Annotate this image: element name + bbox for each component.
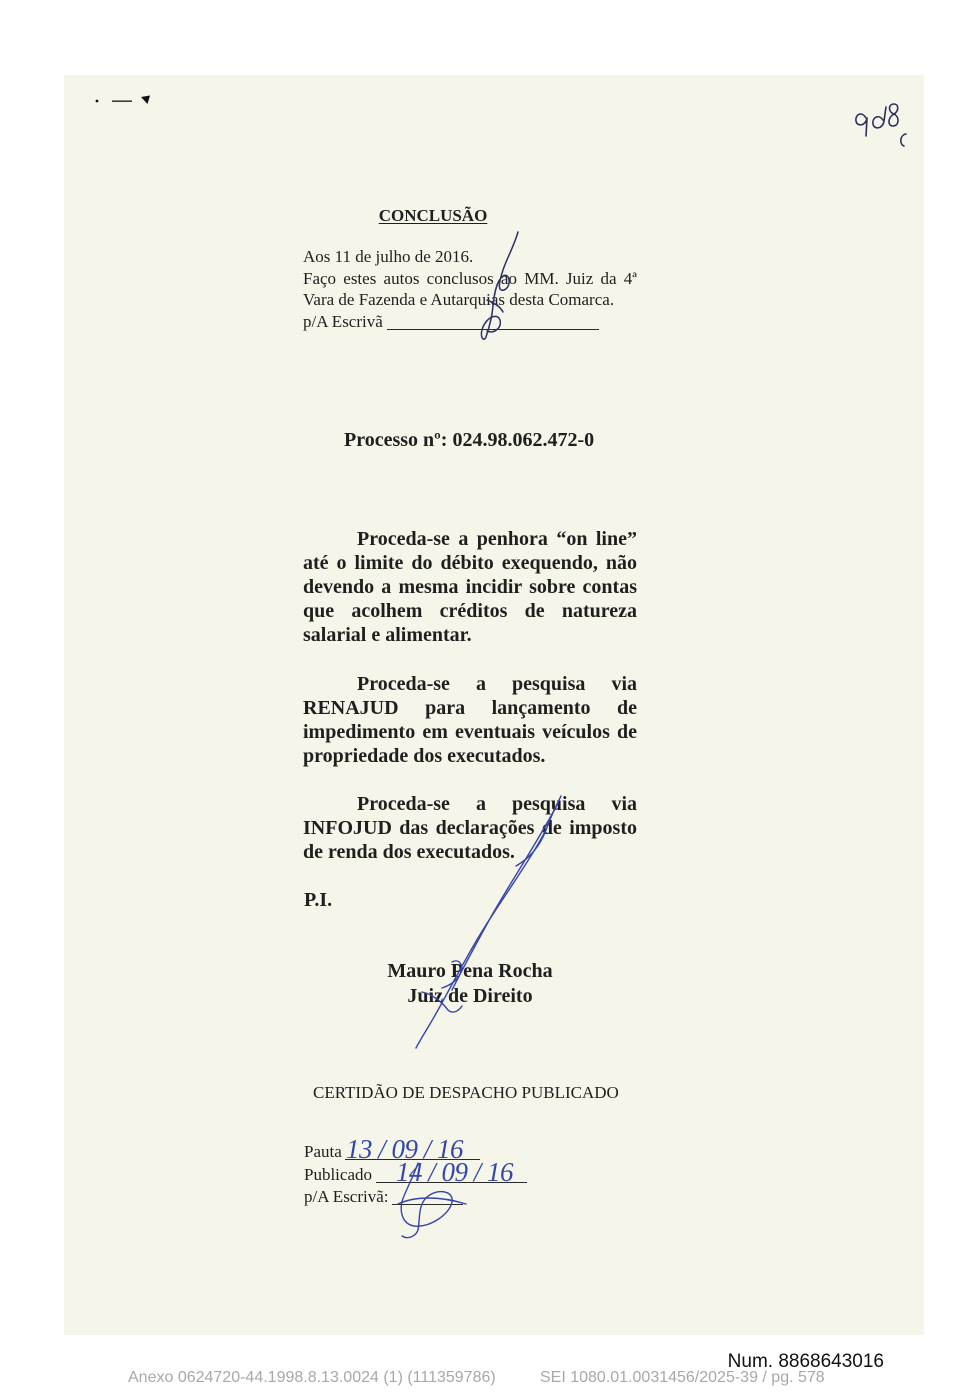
conclusao-line-3: Vara de Fazenda e Autarquias desta Comarca.: [303, 290, 615, 309]
conclusao-heading: [333, 205, 533, 226]
paragraph-line: Proceda-se a pesquisa via: [357, 673, 637, 695]
paragraph-line: até o limite do débito exequendo, não: [303, 552, 637, 574]
certidao-escriva-rule: [392, 1204, 463, 1205]
paragraph-line: Proceda-se a pesquisa via: [357, 793, 637, 815]
paragraph-line: que acolhem créditos de natureza: [303, 600, 637, 622]
certidao-title: CERTIDÃO DE DESPACHO PUBLICADO: [313, 1083, 619, 1102]
certidao-escriva-line: [304, 1186, 527, 1209]
processo-number: 024.98.062.472-0: [452, 429, 595, 451]
paragraph-line: devendo a mesma incidir sobre contas: [303, 576, 637, 598]
paragraph-line: salarial e alimentar.: [303, 624, 472, 646]
conclusao-block: [303, 246, 637, 332]
paragraph-line: INFOJUD das declarações de imposto: [303, 817, 637, 839]
paragraph-line: Proceda-se a penhora “on line”: [357, 528, 637, 550]
conclusao-line-2: Faço estes autos conclusos ao MM. Juiz da 4ª: [303, 268, 637, 288]
conclusao-escriva-line: [303, 311, 637, 333]
pauta-label: Pauta: [304, 1142, 342, 1161]
despacho-paragraph-renajud: [303, 672, 637, 768]
conclusao-escriva-rule: [387, 329, 599, 330]
paragraph-line: impedimento em eventuais veículos de: [303, 721, 637, 743]
conclusao-date-line: Aos 11 de julho de 2016.: [303, 247, 474, 266]
closing-pi: P.I.: [304, 889, 333, 911]
publicado-date-handwritten: 14 / 09 / 16: [396, 1157, 514, 1187]
paragraph-line: propriedade dos executados.: [303, 745, 546, 767]
despacho-paragraph-infojud: [303, 792, 637, 864]
processo-label: Processo nº:: [344, 429, 448, 451]
signatory-name: Mauro Pena Rocha: [387, 960, 553, 982]
despacho-paragraph-penhora: [303, 527, 637, 647]
processo-line: [344, 428, 594, 452]
signatory-title: Juiz de Direito: [407, 985, 533, 1007]
sei-reference: SEI 1080.01.0031456/2025-39 / pg. 578: [540, 1369, 825, 1386]
signatory-block: [370, 959, 570, 1009]
paragraph-line: RENAJUD para lançamento de: [303, 697, 637, 719]
conclusao-escriva-label: p/A Escrivã: [303, 311, 383, 331]
annex-reference: Anexo 0624720-44.1998.8.13.0024 (1) (111359786): [128, 1369, 496, 1386]
document-number: Num. 8868643016: [727, 1351, 884, 1372]
conclusao-title: CONCLUSÃO: [378, 206, 488, 225]
pauta-date-handwritten: 13 / 09 / 16: [346, 1134, 464, 1164]
publicado-label: Publicado: [304, 1164, 372, 1184]
certidao-escriva-label: p/A Escrivã:: [304, 1187, 389, 1206]
paragraph-line: de renda dos executados.: [303, 841, 515, 863]
